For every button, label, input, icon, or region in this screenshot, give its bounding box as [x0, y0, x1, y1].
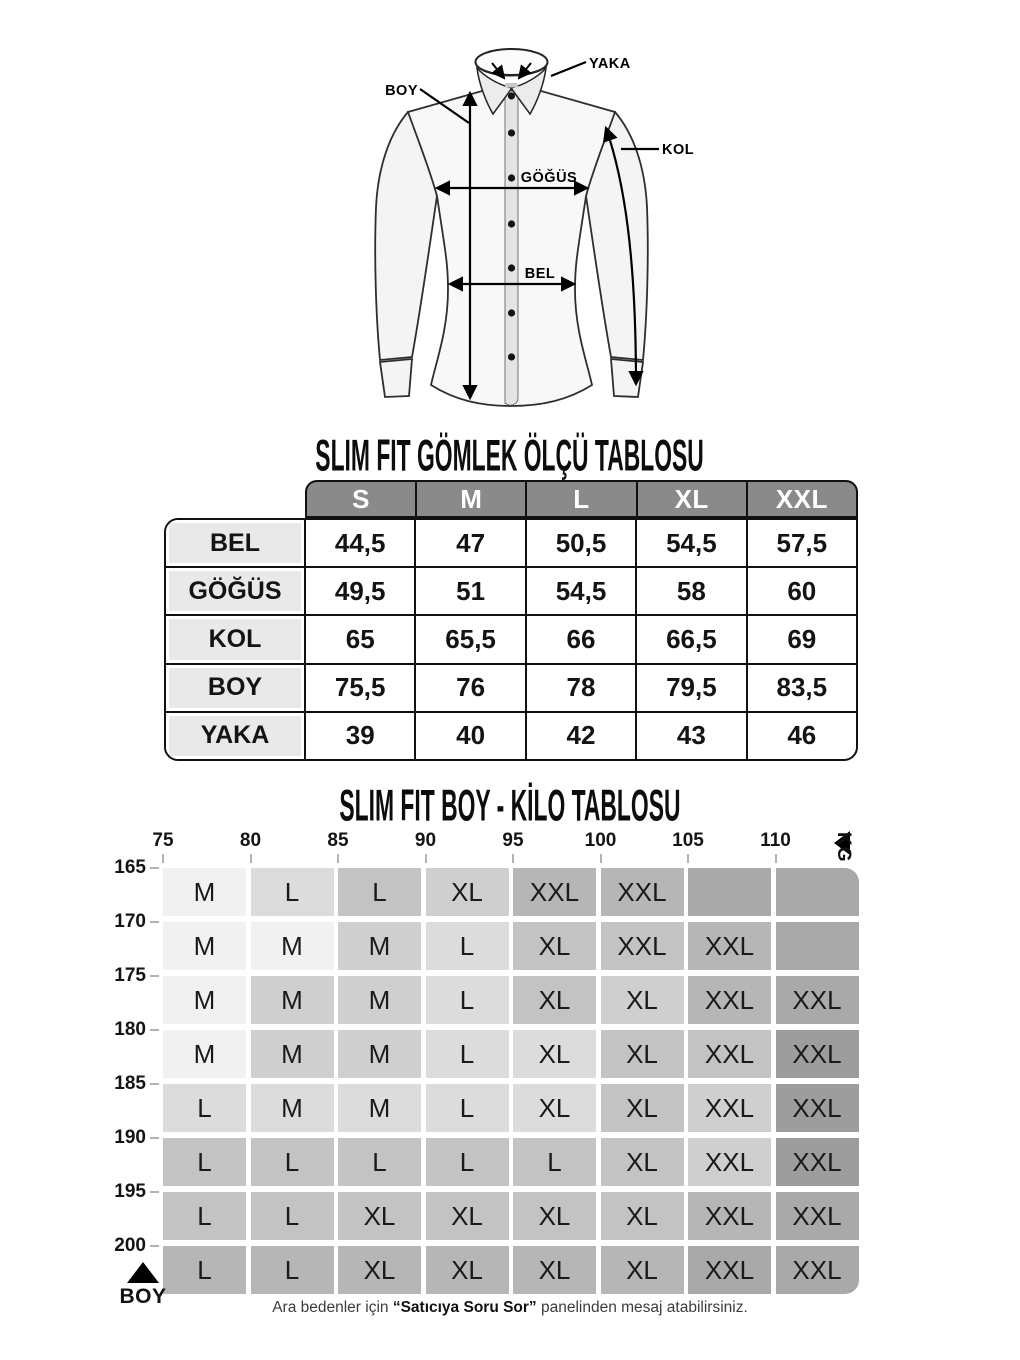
weight-cell: L [426, 976, 509, 1024]
weight-cell: XL [513, 922, 596, 970]
size-value-cell: 47 [416, 520, 524, 566]
weight-cell: L [513, 1138, 596, 1186]
boy-tick-mark [150, 1191, 159, 1193]
footer-suffix: panelinden mesaj atabilirsiniz. [536, 1299, 748, 1316]
weight-cell: L [163, 1246, 246, 1294]
kg-tick-mark [337, 854, 339, 863]
size-value-cell: 57,5 [748, 520, 856, 566]
weight-cell: XXL [688, 1138, 771, 1186]
size-value-cell: 49,5 [306, 568, 414, 614]
weight-cell: L [426, 922, 509, 970]
kg-tick-label: 105 [672, 830, 704, 851]
boy-tick-mark [150, 921, 159, 923]
weight-cell: XL [426, 1246, 509, 1294]
weight-cell: XL [601, 1138, 684, 1186]
kg-tick-label: 75 [152, 830, 174, 851]
weight-cell: L [426, 1138, 509, 1186]
size-value-cell: 66 [527, 616, 635, 662]
weight-cell: L [338, 1138, 421, 1186]
bel-label: BEL [524, 266, 556, 282]
kg-tick-mark [250, 854, 252, 863]
weight-cell: XL [513, 1030, 596, 1078]
weight-cell: XXL [688, 1246, 771, 1294]
boy-tick-label: 200 [114, 1235, 146, 1256]
weight-cell: XL [338, 1246, 421, 1294]
kg-tick-mark [600, 854, 602, 863]
size-value-cell: 76 [416, 665, 524, 711]
weight-cell: M [163, 1030, 246, 1078]
kg-tick-label: 110 [760, 830, 791, 851]
weight-cell: XXL [776, 976, 859, 1024]
weight-cell: L [251, 1138, 334, 1186]
weight-cell: XXL [688, 1084, 771, 1132]
weight-cell: XL [601, 1246, 684, 1294]
size-value-cell: 44,5 [306, 520, 414, 566]
kg-tick-label: 85 [327, 830, 349, 851]
boy-tick-label: 180 [114, 1019, 146, 1040]
size-value-cell: 42 [527, 713, 635, 759]
size-table-title: SLIM FIT GÖMLEK ÖLÇÜ TABLOSU [315, 430, 705, 481]
weight-cell: L [426, 1030, 509, 1078]
size-column-header: XXL [748, 482, 856, 516]
weight-cell: M [251, 1084, 334, 1132]
weight-cell: XL [601, 1192, 684, 1240]
weight-cell: XXL [688, 1192, 771, 1240]
weight-cell: XXL [776, 1246, 859, 1294]
boy-arrow-icon [127, 1262, 159, 1283]
kg-tick-mark [775, 854, 777, 863]
weight-cell: M [163, 922, 246, 970]
weight-chart-title: SLIM FIT BOY - KİLO TABLOSU [339, 780, 681, 831]
size-value-cell: 39 [306, 713, 414, 759]
weight-cell: XXL [688, 922, 771, 970]
weight-cell: XL [601, 976, 684, 1024]
weight-cell: L [338, 868, 421, 916]
kg-tick-mark [687, 854, 689, 863]
weight-cell [776, 922, 859, 970]
weight-cell: XL [513, 1084, 596, 1132]
weight-cell: XXL [601, 868, 684, 916]
weight-cell: M [338, 976, 421, 1024]
boy-axis-label: BOY [119, 1285, 167, 1308]
boy-tick-label: 195 [114, 1181, 146, 1202]
weight-cell: L [251, 868, 334, 916]
kg-tick-mark [162, 854, 164, 863]
weight-cell: L [251, 1192, 334, 1240]
weight-cell: L [163, 1084, 246, 1132]
size-table-header [305, 480, 858, 518]
weight-cell: M [338, 1084, 421, 1132]
size-value-cell: 79,5 [637, 665, 745, 711]
weight-cell: M [251, 1030, 334, 1078]
size-value-cell: 75,5 [306, 665, 414, 711]
size-value-cell: 50,5 [527, 520, 635, 566]
weight-cell: XL [426, 1192, 509, 1240]
weight-cell: L [426, 1084, 509, 1132]
boy-tick-label: 165 [114, 857, 146, 878]
boy-tick-mark [150, 1083, 159, 1085]
weight-grid [163, 868, 859, 1294]
kg-tick-mark [512, 854, 514, 863]
size-column-header: S [307, 482, 415, 516]
shirt-diagram [295, 22, 735, 434]
gogus-label: GÖĞÜS [520, 170, 578, 186]
weight-cell: XL [601, 1030, 684, 1078]
weight-cell: M [163, 976, 246, 1024]
weight-cell [688, 868, 771, 916]
boy-tick-mark [150, 1245, 159, 1247]
weight-cell: M [163, 868, 246, 916]
weight-cell: XXL [776, 1030, 859, 1078]
size-row-label: BEL [166, 520, 304, 566]
weight-cell: XXL [688, 976, 771, 1024]
weight-cell: XL [513, 976, 596, 1024]
weight-cell: XXL [776, 1084, 859, 1132]
weight-cell: XL [338, 1192, 421, 1240]
weight-cell: M [251, 922, 334, 970]
size-row-label: GÖĞÜS [166, 568, 304, 614]
weight-cell: XXL [601, 922, 684, 970]
kg-tick-mark [425, 854, 427, 863]
kg-tick-label: 95 [502, 830, 524, 851]
size-value-cell: 83,5 [748, 665, 856, 711]
kg-tick-label: 90 [414, 830, 437, 851]
size-value-cell: 46 [748, 713, 856, 759]
boy-tick-mark [150, 975, 159, 977]
kg-tick-label: 80 [239, 830, 262, 851]
size-value-cell: 54,5 [637, 520, 745, 566]
boy-tick-label: 190 [114, 1127, 146, 1148]
size-value-cell: 40 [416, 713, 524, 759]
boy-tick-mark [150, 1029, 159, 1031]
boy-tick-label: 170 [114, 911, 146, 932]
weight-cell: XL [513, 1192, 596, 1240]
size-value-cell: 58 [637, 568, 745, 614]
size-value-cell: 69 [748, 616, 856, 662]
weight-cell: XL [513, 1246, 596, 1294]
boy-tick-label: 185 [114, 1073, 146, 1094]
size-value-cell: 60 [748, 568, 856, 614]
size-column-header: M [417, 482, 525, 516]
weight-cell: XXL [776, 1138, 859, 1186]
size-value-cell: 43 [637, 713, 745, 759]
footer-prefix: Ara bedenler için [272, 1299, 393, 1316]
weight-cell: L [163, 1192, 246, 1240]
size-table-body [164, 518, 858, 761]
footer-bold: “Satıcıya Soru Sor” [392, 1299, 537, 1316]
weight-cell: L [251, 1246, 334, 1294]
size-row-label: YAKA [166, 713, 304, 759]
kg-axis-marker [833, 831, 854, 863]
yaka-leader-line [551, 62, 586, 76]
size-value-cell: 65,5 [416, 616, 524, 662]
size-value-cell: 66,5 [637, 616, 745, 662]
left-cuff [380, 359, 412, 397]
kol-label: KOL [662, 142, 695, 158]
weight-cell: XXL [776, 1192, 859, 1240]
boy-tick-label: 175 [114, 965, 146, 986]
kg-tick-label: 100 [584, 830, 617, 851]
weight-cell: XXL [688, 1030, 771, 1078]
brand-tag [505, 83, 518, 88]
boy-tick-mark [150, 867, 159, 869]
footer-note [0, 1299, 1020, 1317]
right-cuff [611, 359, 643, 397]
size-value-cell: 65 [306, 616, 414, 662]
size-value-cell: 51 [416, 568, 524, 614]
size-row-label: KOL [166, 616, 304, 662]
weight-cell: L [163, 1138, 246, 1186]
size-column-header: XL [638, 482, 746, 516]
kg-axis-label: KG [833, 832, 854, 863]
size-value-cell: 54,5 [527, 568, 635, 614]
size-column-header: L [527, 482, 635, 516]
weight-cell: XXL [513, 868, 596, 916]
weight-cell [776, 868, 859, 916]
weight-cell: M [338, 1030, 421, 1078]
weight-cell: XL [426, 868, 509, 916]
size-row-label: BOY [166, 665, 304, 711]
weight-cell: M [338, 922, 421, 970]
boy-label: BOY [385, 83, 418, 99]
weight-cell: M [251, 976, 334, 1024]
size-value-cell: 78 [527, 665, 635, 711]
weight-cell: XL [601, 1084, 684, 1132]
yaka-label: YAKA [589, 56, 631, 72]
boy-tick-mark [150, 1137, 159, 1139]
